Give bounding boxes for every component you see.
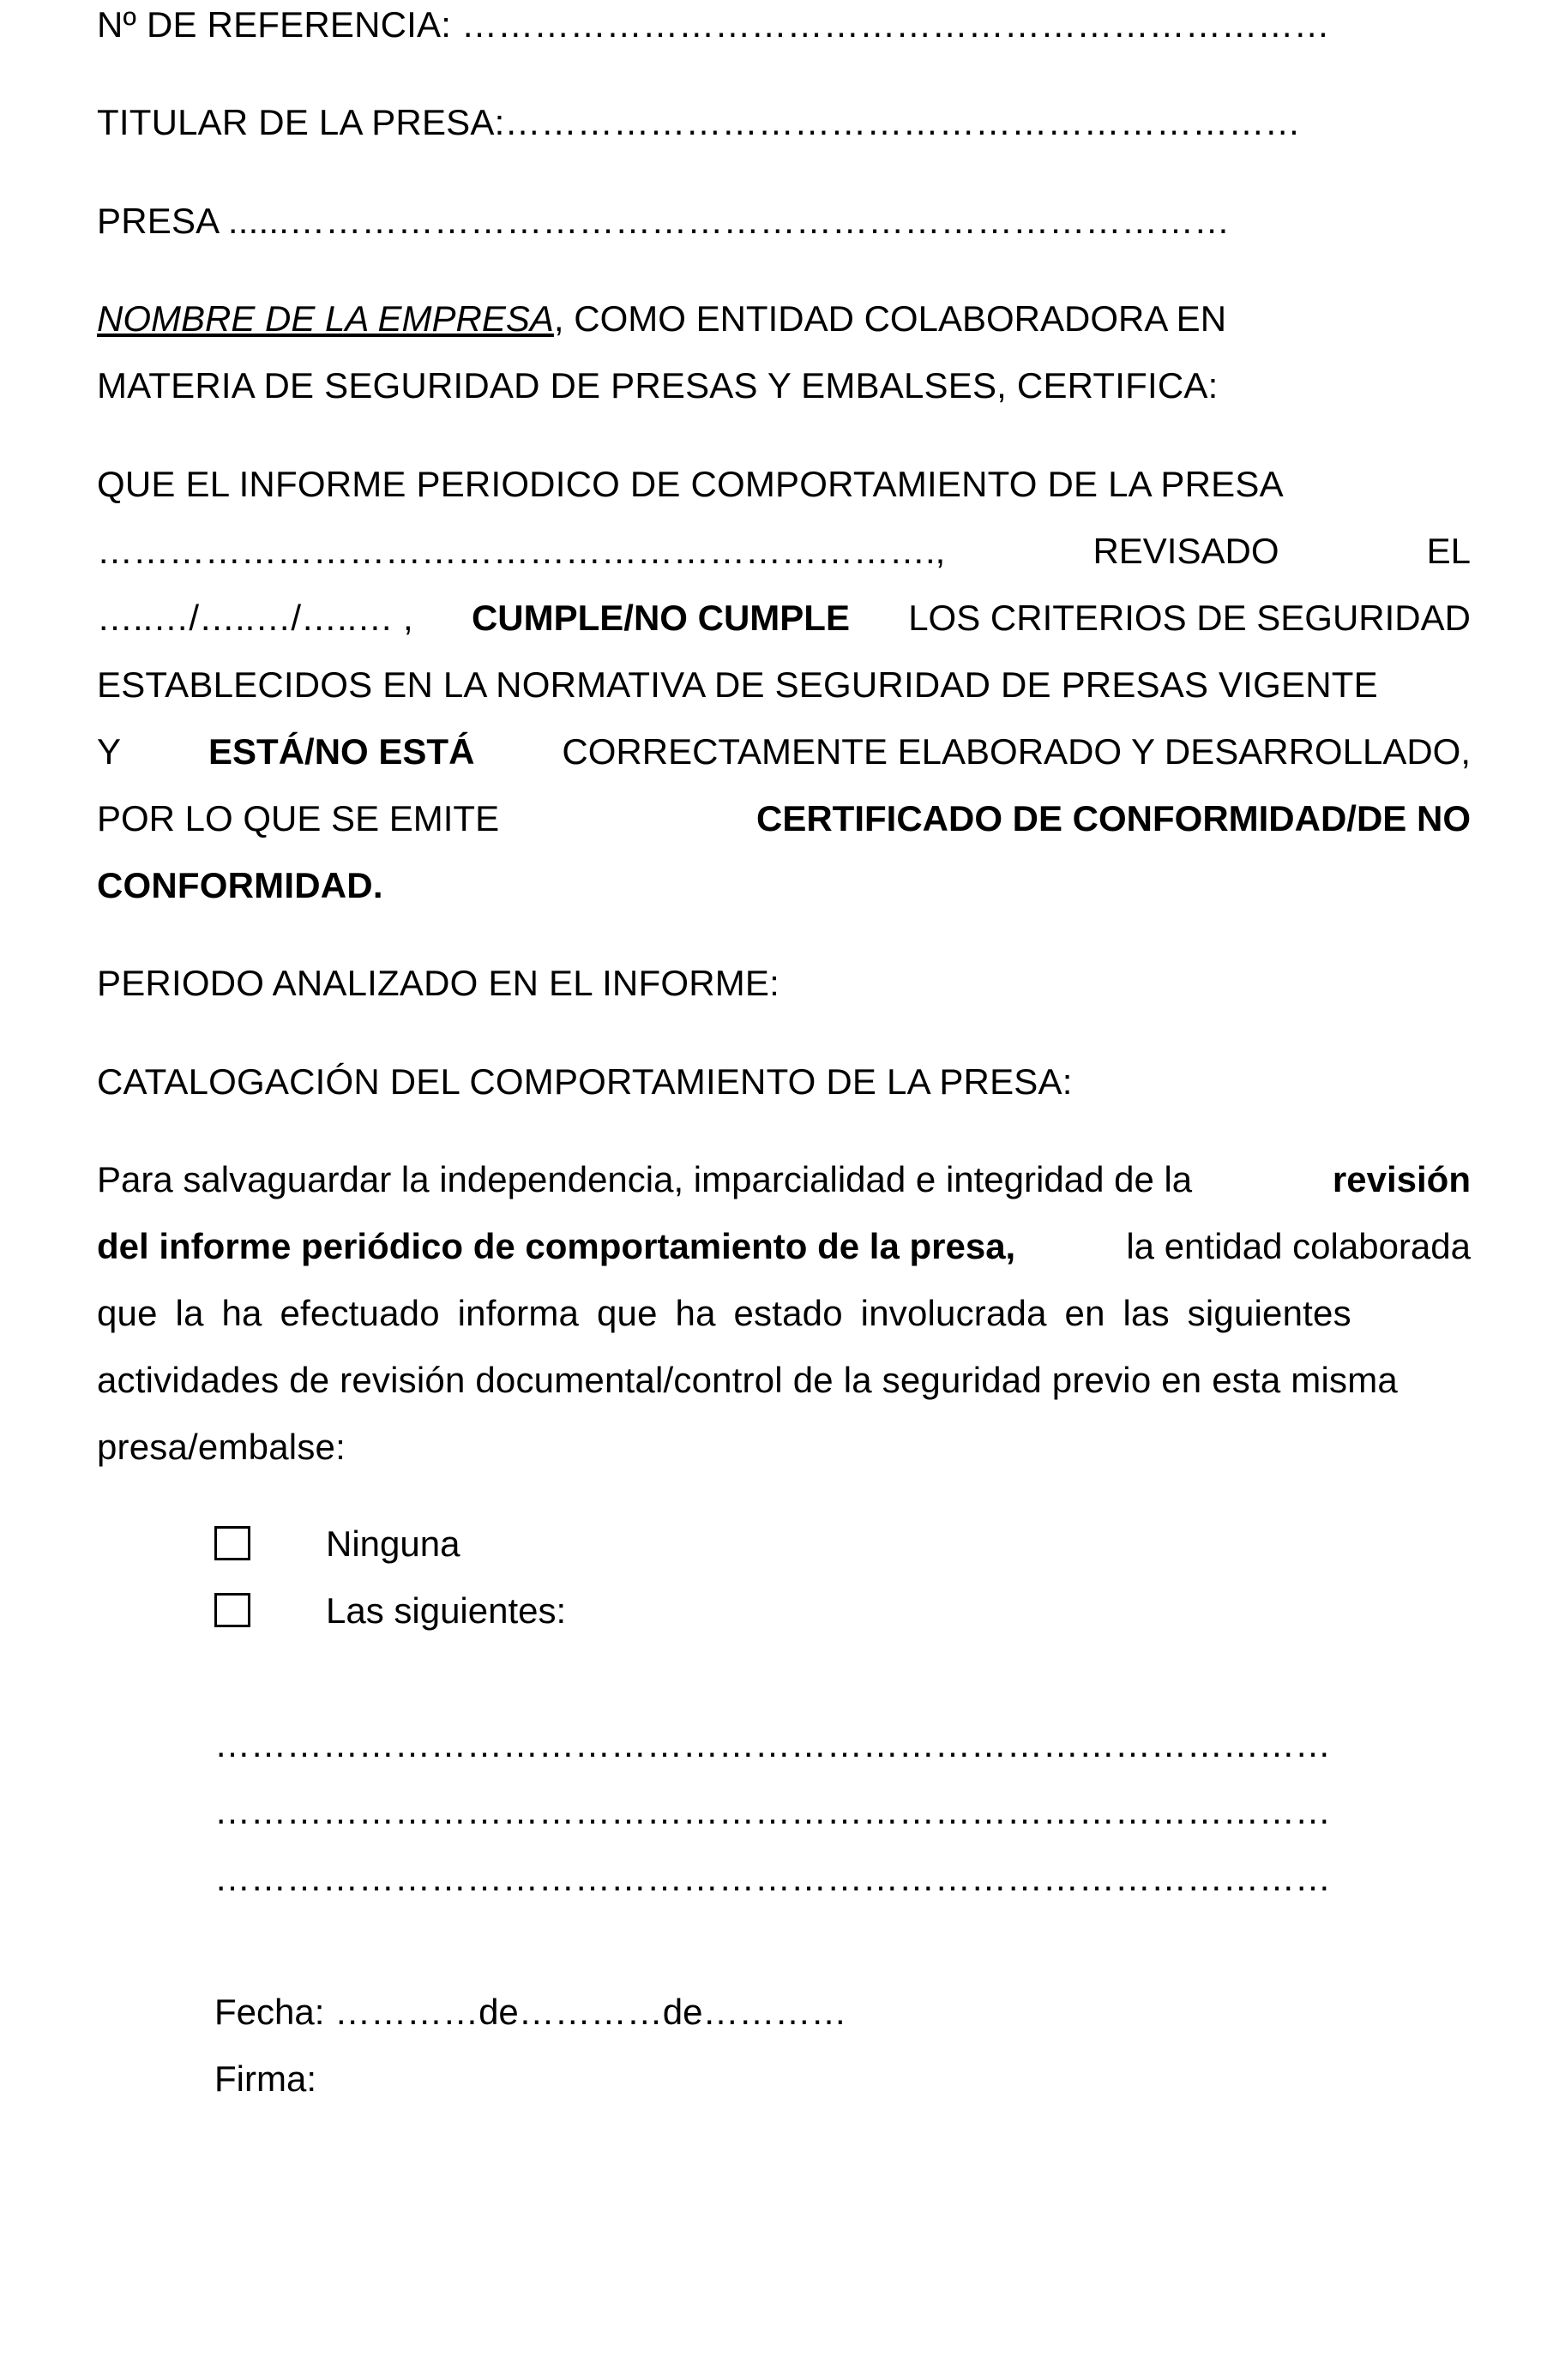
option-ninguna-checkbox[interactable] xyxy=(214,1526,250,1560)
period-field: PERIODO ANALIZADO EN EL INFORME: xyxy=(97,963,779,1003)
cumple-option: CUMPLE/NO CUMPLE xyxy=(471,598,850,638)
certify-line-5 xyxy=(97,731,1471,772)
review-date: …..…/…..…/…..… , xyxy=(97,598,413,638)
el-label: EL xyxy=(1426,531,1471,571)
certify-line-5-rest: CORRECTAMENTE ELABORADO Y DESARROLLADO, xyxy=(562,731,1471,772)
y-label: Y xyxy=(97,731,122,772)
independence-line-2 xyxy=(97,1226,1471,1266)
option-siguientes-checkbox[interactable] xyxy=(214,1593,250,1627)
signature-field: Firma: xyxy=(214,2058,316,2099)
independence-line-2-plain: la entidad colaborada xyxy=(1126,1226,1471,1266)
project-dots: ……………………………………………………………., xyxy=(97,531,946,571)
certify-line-4: ESTABLECIDOS EN LA NORMATIVA DE SEGURIDAD DE PRESAS VIGENTE xyxy=(97,664,1378,705)
activity-line-2: ………………………………………………………………………………… xyxy=(214,1791,1331,1831)
company-line1-rest: , COMO ENTIDAD COLABORADORA EN xyxy=(553,298,1227,339)
certify-line-3-rest: LOS CRITERIOS DE SEGURIDAD xyxy=(908,598,1471,638)
independence-line-1-bold: revisión xyxy=(1332,1159,1471,1199)
date-field: Fecha: …………de…………de………… xyxy=(214,1992,847,2032)
company-name: NOMBRE DE LA EMPRESA xyxy=(97,298,554,339)
reference-number-field: Nº DE REFERENCIA: ……………………………………………………………… xyxy=(97,4,1330,45)
certify-line-1: QUE EL INFORME PERIODICO DE COMPORTAMIENTO DE LA PRESA xyxy=(97,464,1284,504)
dam-owner-field: TITULAR DE LA PRESA:………………………………………………………… xyxy=(97,102,1301,142)
option-ninguna-label: Ninguna xyxy=(326,1524,460,1564)
independence-line-1 xyxy=(97,1159,1471,1199)
certify-line-6-plain: POR LO QUE SE EMITE xyxy=(97,798,500,838)
independence-line-3: que la ha efectuado informa que ha estado involucrada en las siguientes xyxy=(97,1293,1351,1333)
activity-line-1: ………………………………………………………………………………… xyxy=(214,1724,1331,1764)
certify-line-7 xyxy=(97,865,383,905)
certify-line-2 xyxy=(97,533,1471,569)
classification-field: CATALOGACIÓN DEL COMPORTAMIENTO DE LA PRESA: xyxy=(97,1061,1073,1102)
company-statement-line-2: MATERIA DE SEGURIDAD DE PRESAS Y EMBALSES, CERTIFICA: xyxy=(97,365,1219,406)
dam-field: PRESA ......…………………………………………………………………… xyxy=(97,201,1231,241)
independence-line-5: presa/embalse: xyxy=(97,1427,346,1467)
certificado-option: CERTIFICADO DE CONFORMIDAD/DE NO xyxy=(756,798,1471,838)
activity-line-3: ………………………………………………………………………………… xyxy=(214,1858,1331,1898)
independence-line-2-bold: del informe periódico de comportamiento de la presa, xyxy=(97,1226,1016,1266)
certify-line-6 xyxy=(97,798,1471,838)
esta-option: ESTÁ/NO ESTÁ xyxy=(208,731,475,772)
company-statement-line-1 xyxy=(97,298,1471,339)
independence-line-4: actividades de revisión documental/control de la seguridad previo en esta misma xyxy=(97,1360,1398,1400)
conformidad-label: CONFORMIDAD. xyxy=(97,865,383,905)
independence-line-1-plain: Para salvaguardar la independencia, imparcialidad e integridad de la xyxy=(97,1159,1193,1199)
revisado-label: REVISADO xyxy=(1092,531,1279,571)
option-siguientes-label: Las siguientes: xyxy=(326,1590,567,1631)
certify-line-3 xyxy=(97,600,1471,636)
